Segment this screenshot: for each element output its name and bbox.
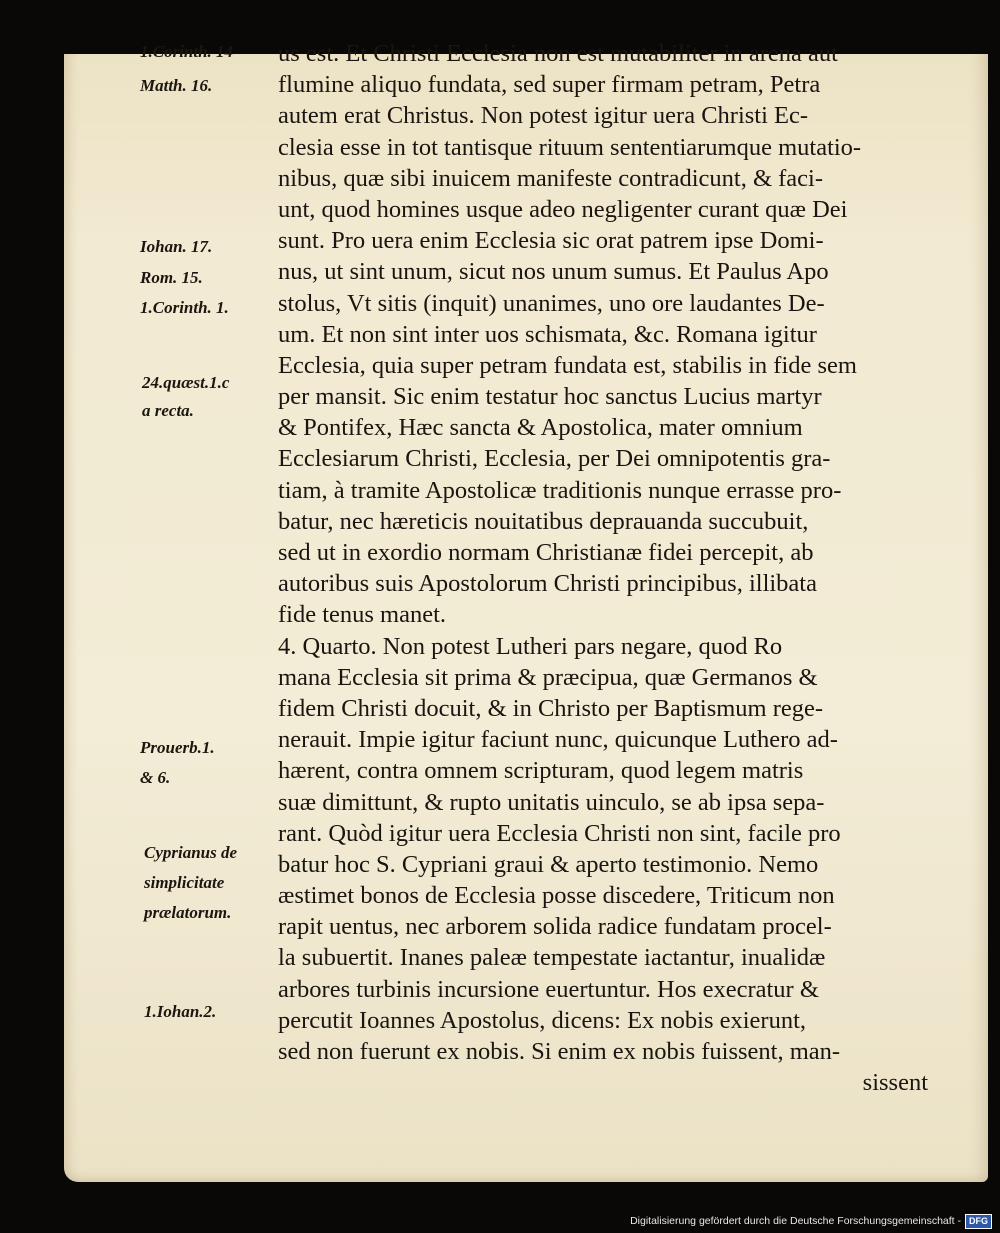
catchword: sissent — [862, 1069, 928, 1097]
text-line: autem erat Christus. Non potest igitur uera Christi Ec- — [278, 102, 809, 130]
margin-note: Iohan. 17. — [140, 237, 213, 256]
margin-note: Rom. 15. — [140, 268, 203, 287]
text-line: clesia esse in tot tantisque rituum sententiarumque mutatio- — [278, 133, 862, 161]
margin-note: a recta. — [142, 401, 194, 420]
text-line: rapit uentus, nec arborem solida radice fundatam procel- — [278, 913, 832, 941]
text-line: hærent, contra omnem scripturam, quod legem matris — [278, 757, 804, 785]
text-line: sed non fuerunt ex nobis. Si enim ex nobis fuissent, man- — [278, 1038, 841, 1065]
footer-credit: Digitalisierung gefördert durch die Deutsche Forschungsgemeinschaft - — [630, 1215, 961, 1227]
margin-note: Cyprianus de — [144, 843, 238, 862]
text-line: batur hoc S. Cypriani graui & aperto testimonio. Nemo — [278, 850, 819, 878]
text-line: arbores turbinis incursione euertuntur. Hos execratur & — [278, 975, 819, 1003]
text-line: 4. Quarto. Non potest Lutheri pars negare, quod Ro — [278, 632, 783, 660]
text-line: Ecclesia, quia super petram fundata est, stabilis in fide sem — [278, 351, 857, 379]
text-line: suæ dimittunt, & rupto unitatis uinculo, se ab ipsa sepa- — [278, 788, 825, 816]
text-line: Ecclesiarum Christi, Ecclesia, per Dei omnipotentis gra- — [278, 445, 831, 473]
digitization-footer — [630, 1214, 992, 1228]
text-line: nibus, quæ sibi inuicem manifeste contradicunt, & faci- — [278, 164, 823, 192]
margin-note: Prouerb.1. — [140, 738, 215, 757]
text-line: um. Et non sint inter uos schismata, &c. Romana igitur — [278, 320, 817, 348]
main-text-block — [278, 38, 928, 1098]
margin-note: 1.Corinth. 14 — [140, 42, 234, 61]
margin-note: Matth. 16. — [140, 76, 213, 95]
text-line: nus, ut sint unum, sicut nos unum sumus. Et Paulus Apo — [278, 258, 829, 286]
text-line: sed ut in exordio normam Christianæ fidei percepit, ab — [278, 539, 814, 566]
margin-note: 1.Iohan.2. — [144, 1002, 217, 1021]
text-line: rant. Quòd igitur uera Ecclesia Christi non sint, facile pro — [278, 819, 841, 847]
text-line: autoribus suis Apostolorum Christi principibus, illibata — [278, 570, 817, 598]
text-line: & Pontifex, Hæc sancta & Apostolica, mater omnium — [278, 414, 803, 442]
text-line: fidem Christi docuit, & in Christo per Baptismum rege- — [278, 694, 824, 722]
text-line: us est. Et Christi Ecclesia non est mutabiliter in arena aut — [278, 40, 838, 67]
text-line: percutit Ioannes Apostolus, dicens: Ex nobis exierunt, — [278, 1006, 807, 1034]
dfg-logo-icon: DFG — [965, 1214, 992, 1229]
text-line: batur, nec hæreticis nouitatibus deprauanda succubuit, — [278, 507, 809, 535]
margin-note: 24.quæst.1.c — [142, 373, 230, 392]
text-line: sunt. Pro uera enim Ecclesia sic orat patrem ipse Domi- — [278, 227, 824, 255]
text-line: mana Ecclesia sit prima & præcipua, quæ Germanos & — [278, 663, 818, 691]
text-line: la subuertit. Inanes paleæ tempestate iactantur, inualidæ — [278, 944, 826, 972]
margin-note: simplicitate — [144, 873, 225, 892]
text-line: tiam, à tramite Apostolicæ traditionis nunque errasse pro- — [278, 476, 842, 504]
text-line: æstimet bonos de Ecclesia posse discedere, Triticum non — [278, 882, 835, 910]
margin-note: 1.Corinth. 1. — [140, 298, 229, 317]
text-line: fide tenus manet. — [278, 601, 447, 629]
margin-note: & 6. — [140, 768, 171, 787]
text-line: per mansit. Sic enim testatur hoc sanctus Lucius martyr — [278, 383, 822, 411]
text-line: nerauit. Impie igitur faciunt nunc, quicunque Luthero ad- — [278, 726, 838, 754]
margin-note: prælatorum. — [144, 903, 232, 922]
text-line: stolus, Vt sitis (inquit) unanimes, uno ore laudantes De- — [278, 289, 825, 317]
text-line: flumine aliquo fundata, sed super firmam petram, Petra — [278, 71, 821, 99]
text-line: unt, quod homines usque adeo negligenter curant quæ Dei — [278, 195, 848, 223]
